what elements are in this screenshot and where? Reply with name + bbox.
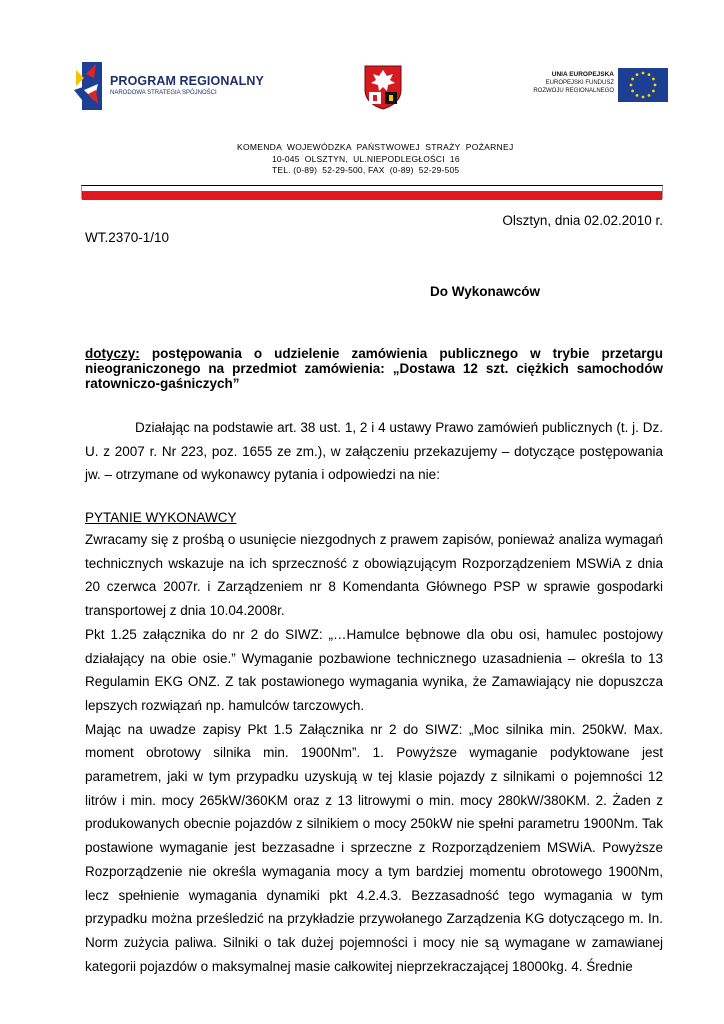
- header-divider-bar: [81, 185, 663, 199]
- letter-reference-number: WT.2370-1/10: [85, 230, 170, 245]
- eu-logo-line3: ROZWOJU REGIONALNEGO: [533, 88, 614, 94]
- question-paragraph: Zwracamy się z prośbą o usunięcie niezgodnych z prawem zapisów, ponieważ analiza wymagań technicznych wskazuje na ich sprzeczność z obowiązującym Rozporządzeniem MSWiA z dnia 20 czerwca 2007r. i Zarządzeniem nr 8 Komendanta Głównego PSP w sprawie gospodarki transportowej z dnia 10.04.2008r.: [85, 532, 663, 619]
- organization-address: 10-045 OLSZTYN, UL.NIEPODLEGŁOŚCI 16: [272, 153, 460, 164]
- question-paragraph: Pkt 1.25 załącznika do nr 2 do SIWZ: „…Hamulce bębnowe dla obu osi, hamulec postojowy działający na obie osie.” Wymaganie pozbawione technicznego uzasadnienia – określa to 13 Regulamin EKG ONZ. Z tak postawionego wymagania wynika, że Zamawiający nie dopuszcza lepszych rozwiązań np. hamulców tarczowych.: [85, 626, 663, 713]
- letter-addressee: Do Wykonawców: [430, 284, 541, 299]
- letter-date: Olsztyn, dnia 02.02.2010 r.: [502, 213, 663, 228]
- header-red-stripe: [82, 191, 662, 200]
- program-regionalny-emblem-icon: [72, 60, 106, 112]
- question-paragraph: Mając na uwadze zapisy Pkt 1.5 Załącznika nr 2 do SIWZ: „Moc silnika min. 250kW. Max. moment obrotowy silnika min. 1900Nm”. 1. Powyższe wymaganie podyktowane jest parametrem, jaki w tym przypadku uzyskują w tej klasie pojazdy z silnikami o pojemności 12 litrów i min. mocy 265kW/360KM oraz z 13 litrowymi o min. mocy 280kW/380KM. 2. Żaden z produkowanych obecnie pojazdów z silnikiem o mocy 250kW nie spełni parametru 1900Nm. Tak postawione wymaganie jest bezzasadne i sprzeczne z Rozporządzeniem MSWiA. Powyższe Rozporządzenie nie określa wymagania mocy a tym bardziej momentu obrotowego 1900Nm, lecz spełnienie wymagania dynamiki pkt 4.2.4.3. Bezzasadność tego wymagania w tym przypadku można prześledzić na przykładzie przywołanego Zarządzenia KG dotyczącego m. In. Norm zużycia paliwa. Silniki o tak dużej pojemności i mocy nie są wymagane w zamawianej kategorii pojazdów o maksymalnej masie całkowitej nieprzekraczającej 18000kg. 4. Średnie: [85, 721, 663, 974]
- eu-logo-line2: EUROPEJSKI FUNDUSZ: [545, 80, 614, 86]
- subject-text: postępowania o udzielenie zamówienia publicznego w trybie przetargu nieograniczonego na przedmiot zamówienia: „Dostawa 12 szt. ciężkich samochodów ratowniczo-gaśniczych”: [85, 346, 663, 391]
- question-body: [85, 528, 663, 978]
- intro-paragraph: Działając na podstawie art. 38 ust. 1, 2 i 4 ustawy Prawo zamówień publicznych (t. j. Dz. U. z 2007 r. Nr 223, poz. 1655 ze zm.), w załączeniu przekazujemy – dotyczące postępowania jw. – otrzymane od wykonawcy pytania i odpowiedzi na nie:: [85, 420, 663, 483]
- program-regionalny-logo: [72, 60, 264, 112]
- question-heading: PYTANIE WYKONAWCY: [85, 510, 237, 525]
- voivodeship-crest-icon: [363, 64, 403, 110]
- subject-label: dotyczy:: [85, 346, 140, 361]
- letter-subject: [85, 346, 663, 391]
- program-regionalny-subtitle: NARODOWA STRATEGIA SPÓJNOŚCI: [110, 90, 217, 96]
- organization-phone-fax: TEL. (0-89) 52-29-500, FAX (0-89) 52-29-505: [272, 165, 460, 175]
- eu-logo-line1: UNIA EUROPEJSKA: [551, 71, 614, 78]
- eu-logo-text: [533, 71, 614, 95]
- eu-flag-icon: [618, 68, 668, 102]
- eu-logo: [520, 68, 670, 106]
- organization-header: [0, 142, 724, 177]
- organization-name: KOMENDA WOJEWÓDZKA PAŃSTWOWEJ STRAŻY POŻARNEJ: [237, 142, 514, 152]
- program-regionalny-title: PROGRAM REGIONALNY: [110, 74, 264, 88]
